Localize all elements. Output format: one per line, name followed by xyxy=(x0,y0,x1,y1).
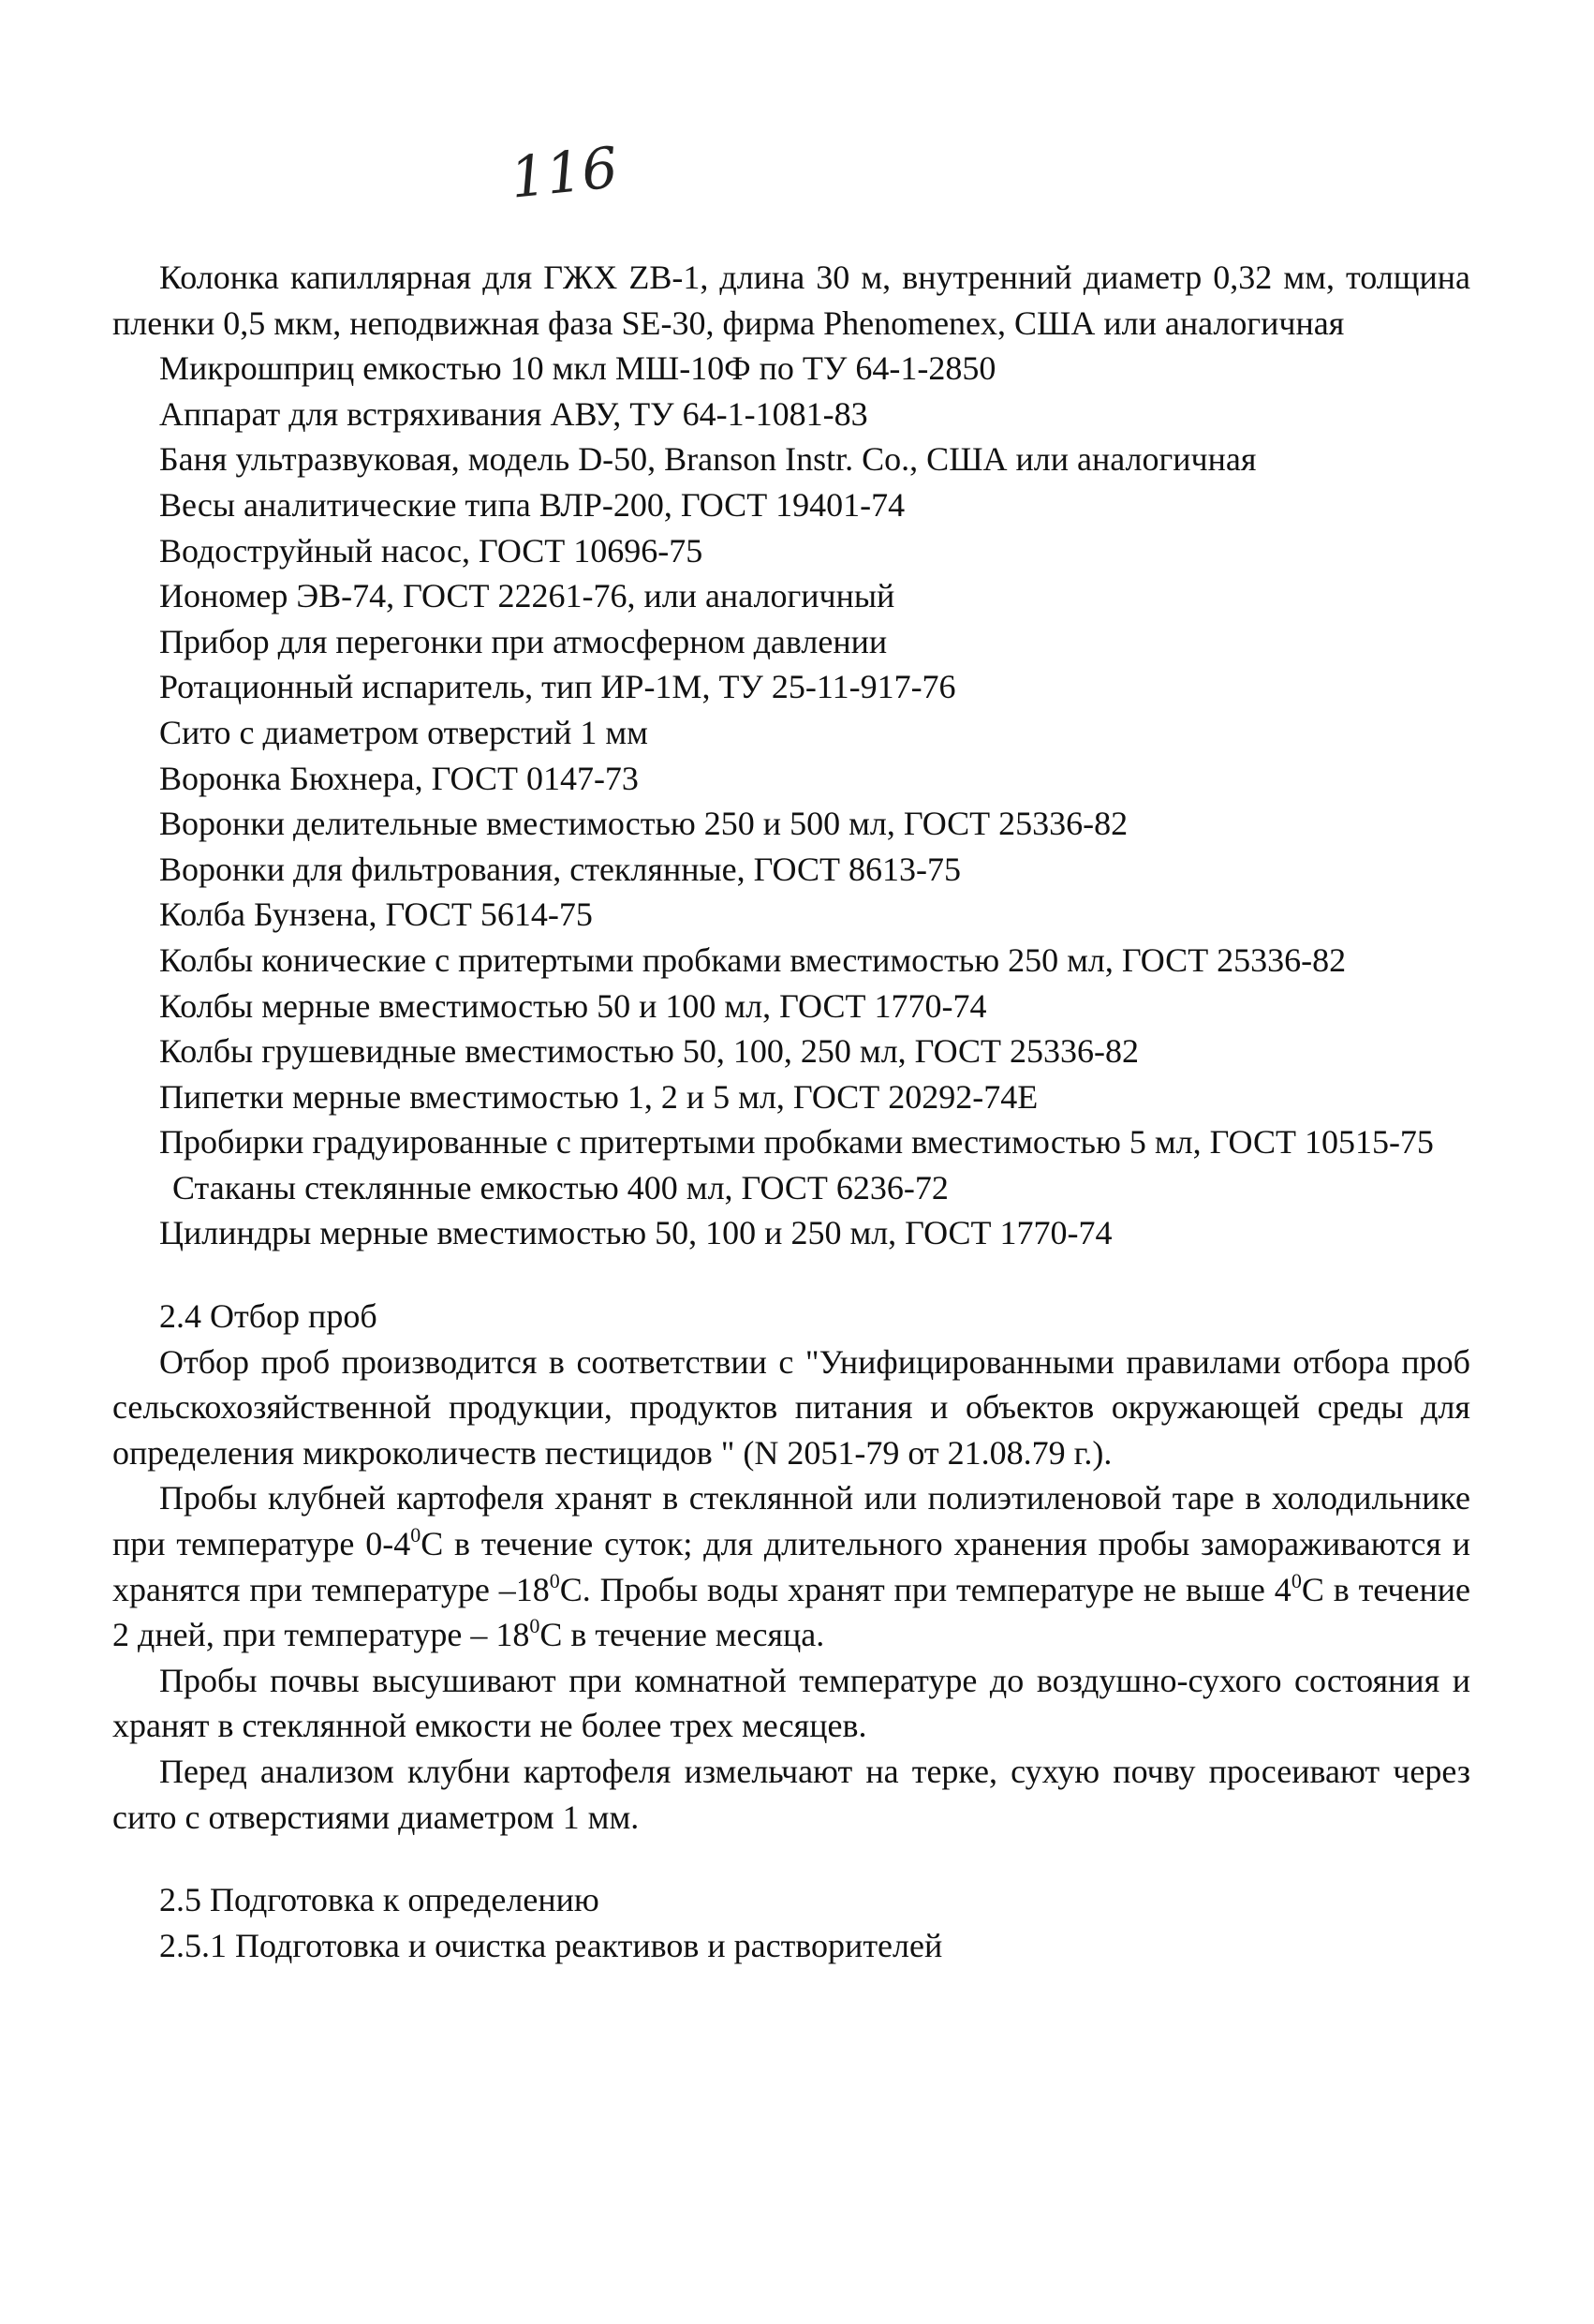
spacer xyxy=(112,1840,1470,1877)
equipment-list xyxy=(112,346,1470,1256)
equipment-item: Микрошприц емкостью 10 мкл МШ-10Ф по ТУ 64-1-2850 xyxy=(159,349,996,388)
sampling-paragraph: Отбор проб производится в соответствии с "Унифицированными правилами отбора проб сельскохозяйственной продукции, продуктов питания и объектов окружающей среды для определения микроколичеств пестицидов " (N 2051-79 от 21.08.79 г.). xyxy=(112,1342,1470,1472)
equipment-item: Водоструйный насос, ГОСТ 10696-75 xyxy=(159,531,703,570)
section-heading-2-5-1: 2.5.1 Подготовка и очистка реактивов и растворителей xyxy=(159,1926,943,1964)
equipment-item: Воронка Бюхнера, ГОСТ 0147-73 xyxy=(159,759,639,797)
analysis-prep-paragraph: Перед анализом клубни картофеля измельчают на терке, сухую почву просеивают через сито с отверстиями диаметром 1 мм. xyxy=(112,1753,1470,1836)
spacer xyxy=(112,1256,1470,1294)
equipment-item-cylinders: Цилиндры мерные вместимостью 50, 100 и 250 мл, ГОСТ 1770-74 xyxy=(159,1214,1113,1252)
equipment-item: Сито с диаметром отверстий 1 мм xyxy=(159,713,648,751)
equipment-item: Воронки для фильтрования, стеклянные, ГОСТ 8613-75 xyxy=(159,850,961,888)
equipment-item: Аппарат для встряхивания АВУ, ТУ 64-1-1081-83 xyxy=(159,394,868,433)
equipment-item-test-tubes: Пробирки градуированные с притертыми пробками вместимостью 5 мл, ГОСТ 10515-75 xyxy=(159,1123,1434,1162)
equipment-item: Прибор для перегонки при атмосферном давлении xyxy=(159,622,888,660)
equipment-item: Колбы мерные вместимостью 50 и 100 мл, ГОСТ 1770-74 xyxy=(159,986,987,1025)
equipment-item: Баня ультразвуковая, модель D-50, Branson Instr. Co., США или аналогичная xyxy=(159,440,1257,479)
equipment-item: Ротационный испаритель, тип ИР-1М, ТУ 25-11-917-76 xyxy=(159,668,956,706)
section-heading-2-4: 2.4 Отбор проб xyxy=(159,1297,377,1336)
storage-paragraph: Пробы клубней картофеля хранят в стеклянной или полиэтиленовой таре в холодильнике при температуре $0-4^0C$ в течение суток; для длительного хранения пробы замораживаются и хранятся при температуре $-18^0C$. Пробы воды хранят при температуре не выше $4^0C$ в течение 2 дней, при температуре – $18^0C$ в течение месяца. xyxy=(112,1479,1471,1654)
equipment-item-conical-flasks: Колбы конические с притертыми пробками вместимостью 250 мл, ГОСТ 25336-82 xyxy=(159,940,1347,979)
handwritten-page-number: 116 xyxy=(507,135,621,212)
page-content xyxy=(112,255,1470,1968)
equipment-item: Воронки делительные вместимостью 250 и 500 мл, ГОСТ 25336-82 xyxy=(159,805,1129,843)
equipment-item-beakers: Стаканы стеклянные емкостью 400 мл, ГОСТ 6236-72 xyxy=(172,1168,949,1206)
equipment-item: Иономер ЭВ-74, ГОСТ 22261-76, или аналогичный xyxy=(159,577,895,615)
soil-paragraph: Пробы почвы высушивают при комнатной температуре до воздушно-сухого состояния и хранят в стеклянной емкости не более трех месяцев. xyxy=(112,1661,1470,1745)
equipment-item: Колбы грушевидные вместимостью 50, 100, 250 мл, ГОСТ 25336-82 xyxy=(159,1032,1140,1071)
equipment-item: Пипетки мерные вместимостью 1, 2 и 5 мл, ГОСТ 20292-74Е xyxy=(159,1077,1039,1116)
equipment-item: Колба Бунзена, ГОСТ 5614-75 xyxy=(159,896,593,934)
equipment-item: Весы аналитические типа ВЛР-200, ГОСТ 19401-74 xyxy=(159,485,906,524)
equipment-column-paragraph: Колонка капиллярная для ГЖХ ZB-1, длина 30 м, внутренний диаметр 0,32 мм, толщина пленки 0,5 мкм, неподвижная фаза SE-30, фирма Phenomenex, США или аналогичная xyxy=(112,259,1470,342)
section-heading-2-5: 2.5 Подготовка к определению xyxy=(159,1881,599,1919)
